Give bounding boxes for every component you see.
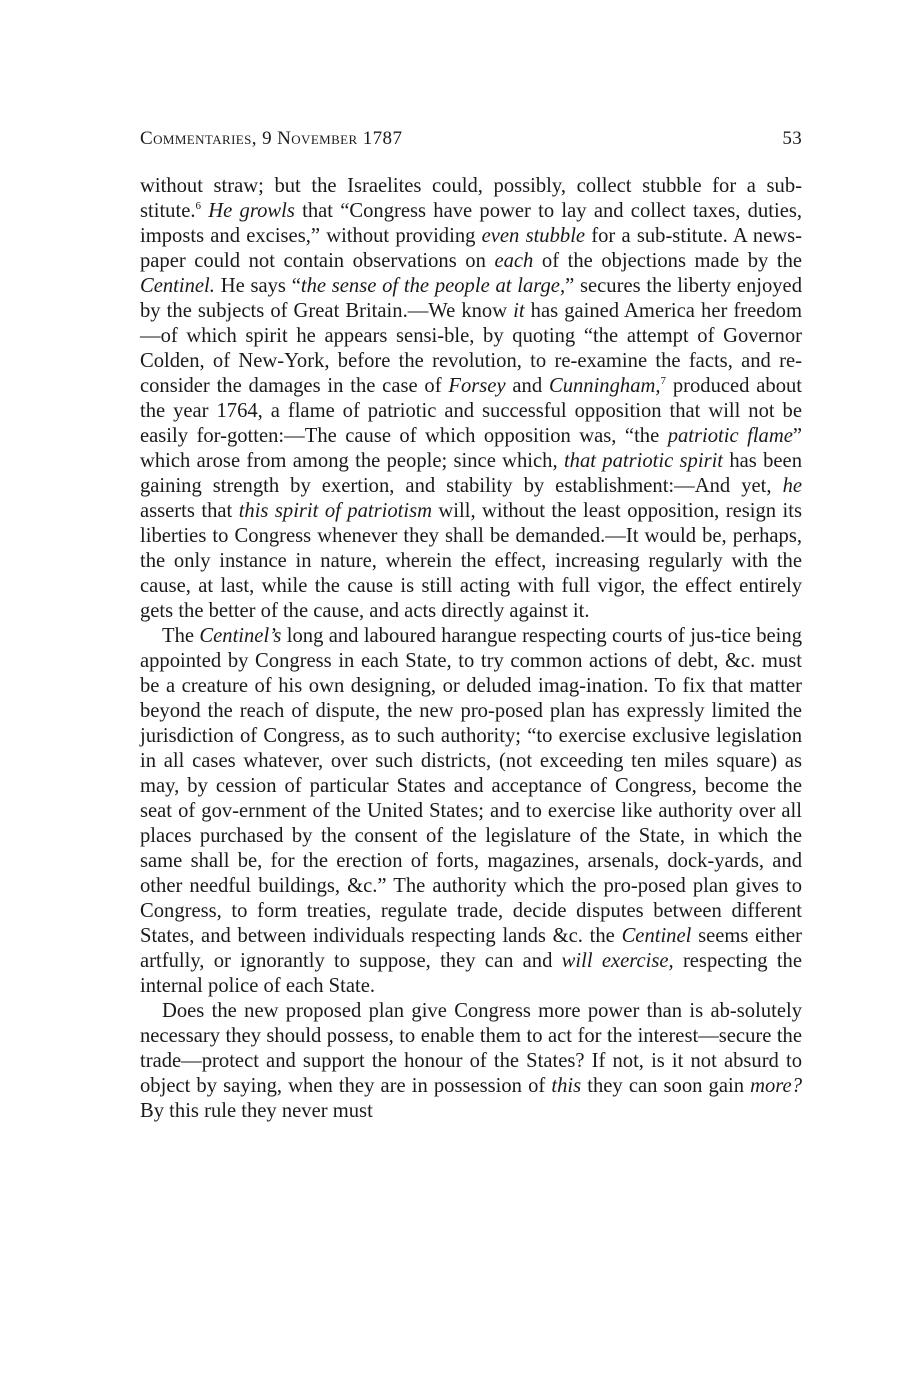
- italic-run: each: [494, 250, 534, 272]
- body-text: [140, 174, 802, 1124]
- italic-run: it: [513, 300, 525, 322]
- footnote-ref: 6: [195, 200, 201, 213]
- italic-run: more?: [750, 1075, 802, 1097]
- italic-run: he: [782, 475, 802, 497]
- paragraph-1: [140, 174, 802, 624]
- italic-run: even stubble: [481, 225, 586, 247]
- text-run: long and laboured harangue respecting courts of jus-tice being appointed by Congress in each State, to try common actions of debt, &c. must be a creature of his own designing, or deluded imag-ination. To fix that matter beyond the reach of dispute, the new pro-posed plan has expressly limited the jurisdiction of Congress, as to such authority; “to exercise exclusive legislation in all cases whatever, over such districts, (not exceeding ten miles square) as may, by cession of particular States and acceptance of Congress, become the seat of gov-ernment of the United States; and to exercise like authority over all places purchased by the consent of the legislature of the State, in which the same shall be, for the erection of forts, magazines, arsenals, dock-yards, and other needful buildings, &c.” The authority which the pro-posed plan gives to Congress, to form treaties, regulate trade, decide disputes between different States, and between individuals respecting lands &c. the: [140, 625, 802, 947]
- italic-run: patriotic flame: [667, 425, 793, 447]
- italic-run: Centinel: [621, 925, 692, 947]
- italic-run: Forsey: [448, 375, 506, 397]
- paragraph-3: [140, 999, 802, 1124]
- text-run: ” which arose from among the people; since which,: [140, 425, 802, 472]
- text-run: has gained America her freedom—of which spirit he appears sensi-ble, by quoting “the attempt of Governor Colden, of New-York, before the revolution, to re-examine the facts, and re-consider the damages in the case of: [140, 300, 802, 397]
- italic-run: Cunningham,: [548, 375, 661, 397]
- italic-run: He growls: [208, 200, 295, 222]
- document-page: [140, 128, 802, 1124]
- text-run: Does the new proposed plan give Congress more power than is ab-solutely necessary they should possess, to enable them to act for the interest—secure the trade—protect and support the honour of the States? If not, is it not absurd to object by saying, when they are in possession of: [140, 1000, 802, 1097]
- text-run: will, without the least opposition, resign its liberties to Congress whenever they shall be demanded.—It would be, perhaps, the only instance in nature, wherein the effect, increasing regularly with the cause, at last, while the cause is still acting with full vigor, the effect entirely gets the better of the cause, and acts directly against it.: [140, 500, 802, 622]
- text-run: He says “: [214, 275, 301, 297]
- italic-run: will exercise,: [561, 950, 674, 972]
- italic-run: the sense of the people at large,: [300, 275, 566, 297]
- footnote-ref: 7: [660, 375, 667, 388]
- paragraph-2: [140, 624, 802, 999]
- italic-run: Centinel’s: [199, 625, 282, 647]
- italic-run: Centinel.: [140, 275, 215, 297]
- text-run: they can soon gain: [581, 1075, 751, 1097]
- running-head-title: Commentaries, 9 November 1787: [140, 128, 403, 149]
- text-run: for a sub-stitute. A news-paper could not contain observations on: [140, 225, 802, 272]
- running-head: [140, 128, 802, 162]
- text-run: without straw; but the Israelites could, possibly, collect stubble for a sub-stitute.: [140, 175, 802, 222]
- text-run: produced about the year 1764, a flame of patriotic and successful opposition that will not be easily for-gotten:—The cause of which opposition was, “the: [140, 375, 803, 447]
- italic-run: this spirit of patriotism: [238, 500, 432, 522]
- text-run: ” secures the liberty enjoyed by the subjects of Great Britain.—We know: [140, 275, 802, 322]
- italic-run: that patriotic spirit: [563, 450, 724, 472]
- text-run: that “Congress have power to lay and collect taxes, duties, imposts and excises,” without providing: [140, 200, 802, 247]
- text-run: has been gaining strength by exertion, and stability by establishment:—And yet,: [140, 450, 802, 497]
- text-run: seems either artfully, or ignorantly to suppose, they can and: [140, 925, 802, 972]
- text-run: The: [162, 625, 200, 647]
- text-run: and: [505, 375, 549, 397]
- text-run: By this rule they never must: [140, 1100, 373, 1122]
- page-number: 53: [782, 128, 802, 149]
- text-run: of the objections made by the: [533, 250, 803, 272]
- italic-run: this: [551, 1075, 582, 1097]
- text-run: asserts that: [140, 500, 239, 522]
- text-run: respecting the internal police of each State.: [140, 950, 802, 997]
